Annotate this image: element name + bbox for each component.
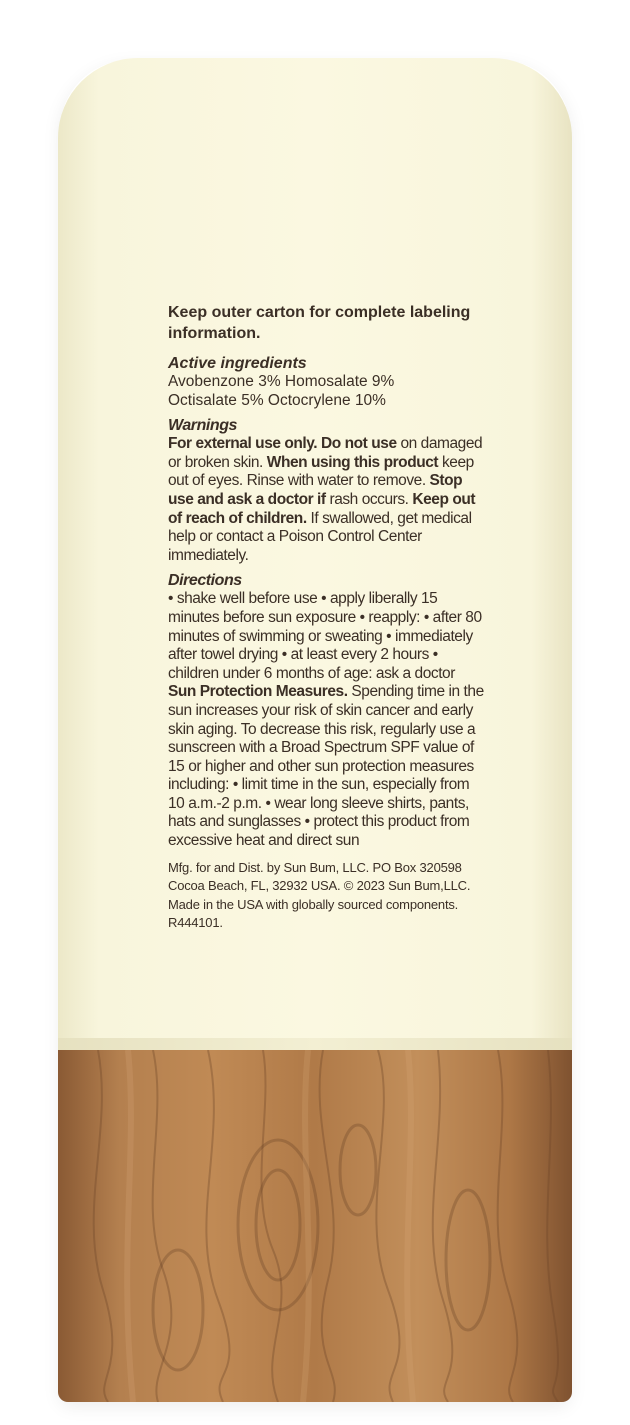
when-using-text: keep out of eyes. Rinse with water to remove. xyxy=(168,453,474,490)
mfg-line-2: Cocoa Beach, FL, 32932 USA. © 2023 Sun Bum,LLC. xyxy=(168,878,471,894)
back-label-text xyxy=(168,302,488,933)
do-not-use-bold: Do not use xyxy=(321,435,397,453)
mfg-line-4: R444101. xyxy=(168,915,223,931)
warnings-section xyxy=(168,416,488,565)
stop-use-bold: Stop use and ask a doctor if xyxy=(168,472,463,508)
mfg-line-1: Mfg. for and Dist. by Sun Bum, LLC. PO Box 320598 xyxy=(168,859,462,875)
warnings-text xyxy=(168,435,488,565)
active-ingredients-line-2: Octisalate 5% Octocrylene 10% xyxy=(168,391,386,409)
active-ingredients-line-1: Avobenzone 3% Homosalate 9% xyxy=(168,373,395,390)
when-using-bold: When using this product xyxy=(266,453,439,471)
wood-grain-pattern xyxy=(58,1050,572,1402)
manufacturer-info xyxy=(168,859,488,933)
warnings-heading: Warnings xyxy=(168,417,238,435)
stop-use-text: rash occurs. xyxy=(329,490,409,508)
wood-grain-cap xyxy=(58,1050,572,1402)
directions-heading: Directions xyxy=(168,572,242,590)
keep-out-bold: Keep out of reach of children. xyxy=(168,490,476,527)
keep-out-text: If swallowed, get medical help or contact a Poison Control Center immediately. xyxy=(168,509,472,564)
active-ingredients-heading: Active ingredients xyxy=(168,355,307,372)
mfg-line-3: Made in the USA with globally sourced components. xyxy=(168,896,459,912)
external-use-bold: For external use only. xyxy=(168,435,318,453)
sun-protection-text xyxy=(168,683,488,850)
keep-carton-note: Keep outer carton for complete labeling information. xyxy=(168,304,471,342)
do-not-use-text: on damaged or broken skin. xyxy=(168,435,483,471)
sun-protection-body: Spending time in the sun increases your risk of skin cancer and early skin aging. To decrease this risk, regularly use a sunscreen with a Broad Spectrum SPF value of 15 or higher and other sun protection measures including: • limit time in the sun, especially from 10 a.m.-2 p.m. • wear long sleeve shirts, pants, hats and sunglasses • protect this product from excessive heat and direct sun xyxy=(168,683,484,850)
active-ingredients-section xyxy=(168,354,488,410)
directions-text: • shake well before use • apply liberally 15 minutes before sun exposure • reapply: • after 80 minutes of swimming or sweating • immediately after towel drying • at least every 2 hours • children under 6 months of age: ask a doctor xyxy=(168,590,482,682)
sun-protection-bold: Sun Protection Measures. xyxy=(168,683,348,701)
directions-section xyxy=(168,571,488,850)
